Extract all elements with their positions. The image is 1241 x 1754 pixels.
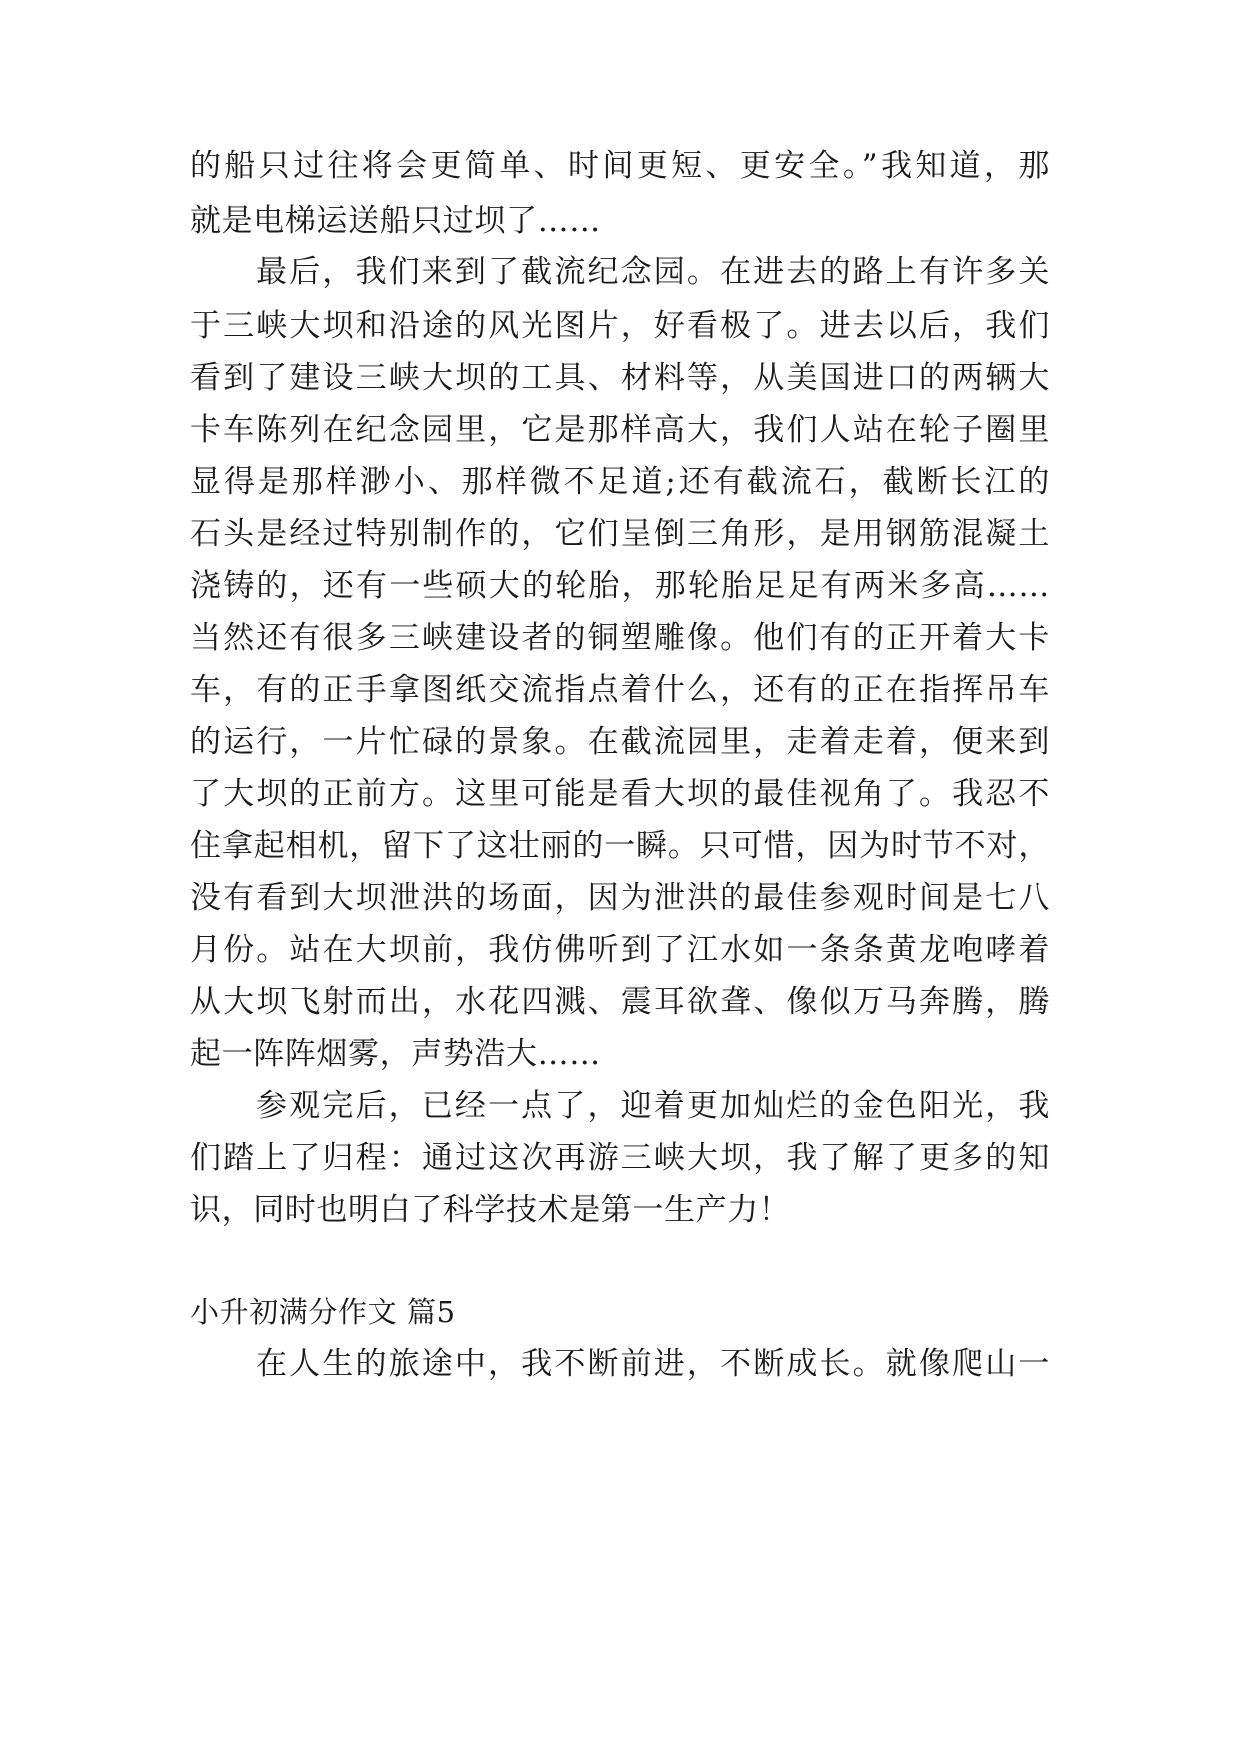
paragraph-2-line-10: 的运行，一片忙碌的景象。在截流园里，走着走着，便来到 bbox=[190, 724, 1050, 760]
paragraph-2-line-5: 显得是那样渺小、那样微不足道;还有截流石，截断长江的 bbox=[190, 464, 1050, 500]
paragraph-3-line-1: 参观完后，已经一点了，迎着更加灿烂的金色阳光，我 bbox=[256, 1088, 1050, 1124]
paragraph-3-line-3: 识，同时也明白了科学技术是第一生产力！ bbox=[190, 1192, 791, 1228]
paragraph-3-line-2: 们踏上了归程：通过这次再游三峡大坝，我了解了更多的知 bbox=[190, 1140, 1050, 1176]
paragraph-2-line-16: 起一阵阵烟雾，声势浩大…… bbox=[190, 1036, 601, 1072]
section-heading: 小升初满分作文 篇5 bbox=[190, 1295, 456, 1329]
paragraph-2-line-14: 月份。站在大坝前，我仿佛听到了江水如一条条黄龙咆哮着 bbox=[190, 932, 1050, 968]
paragraph-2-line-1: 最后，我们来到了截流纪念园。在进去的路上有许多关 bbox=[256, 254, 1050, 290]
paragraph-2-line-4: 卡车陈列在纪念园里，它是那样高大，我们人站在轮子圈里 bbox=[190, 412, 1050, 448]
paragraph-2-line-3: 看到了建设三峡大坝的工具、材料等，从美国进口的两辆大 bbox=[190, 360, 1050, 396]
paragraph-2-line-7: 浇铸的，还有一些硕大的轮胎，那轮胎足足有两米多高…… bbox=[190, 568, 1050, 604]
paragraph-4-line-1: 在人生的旅途中，我不断前进，不断成长。就像爬山一 bbox=[256, 1346, 1050, 1382]
paragraph-2-line-9: 车，有的正手拿图纸交流指点着什么，还有的正在指挥吊车 bbox=[190, 672, 1050, 708]
paragraph-1-line-1: 的船只过往将会更简单、时间更短、更安全。”我知道，那 bbox=[190, 148, 1050, 184]
paragraph-2-line-15: 从大坝飞射而出，水花四溅、震耳欲聋、像似万马奔腾，腾 bbox=[190, 984, 1050, 1020]
paragraph-2-line-12: 住拿起相机，留下了这壮丽的一瞬。只可惜，因为时节不对， bbox=[190, 828, 1050, 864]
paragraph-2-line-11: 了大坝的正前方。这里可能是看大坝的最佳视角了。我忍不 bbox=[190, 776, 1050, 812]
paragraph-2-line-8: 当然还有很多三峡建设者的铜塑雕像。他们有的正开着大卡 bbox=[190, 620, 1050, 656]
paragraph-1-line-2: 就是电梯运送船只过坝了…… bbox=[190, 203, 601, 239]
paragraph-2-line-13: 没有看到大坝泄洪的场面，因为泄洪的最佳参观时间是七八 bbox=[190, 880, 1050, 916]
paragraph-2-line-2: 于三峡大坝和沿途的风光图片，好看极了。进去以后，我们 bbox=[190, 308, 1050, 344]
paragraph-2-line-6: 石头是经过特别制作的，它们呈倒三角形，是用钢筋混凝土 bbox=[190, 516, 1050, 552]
